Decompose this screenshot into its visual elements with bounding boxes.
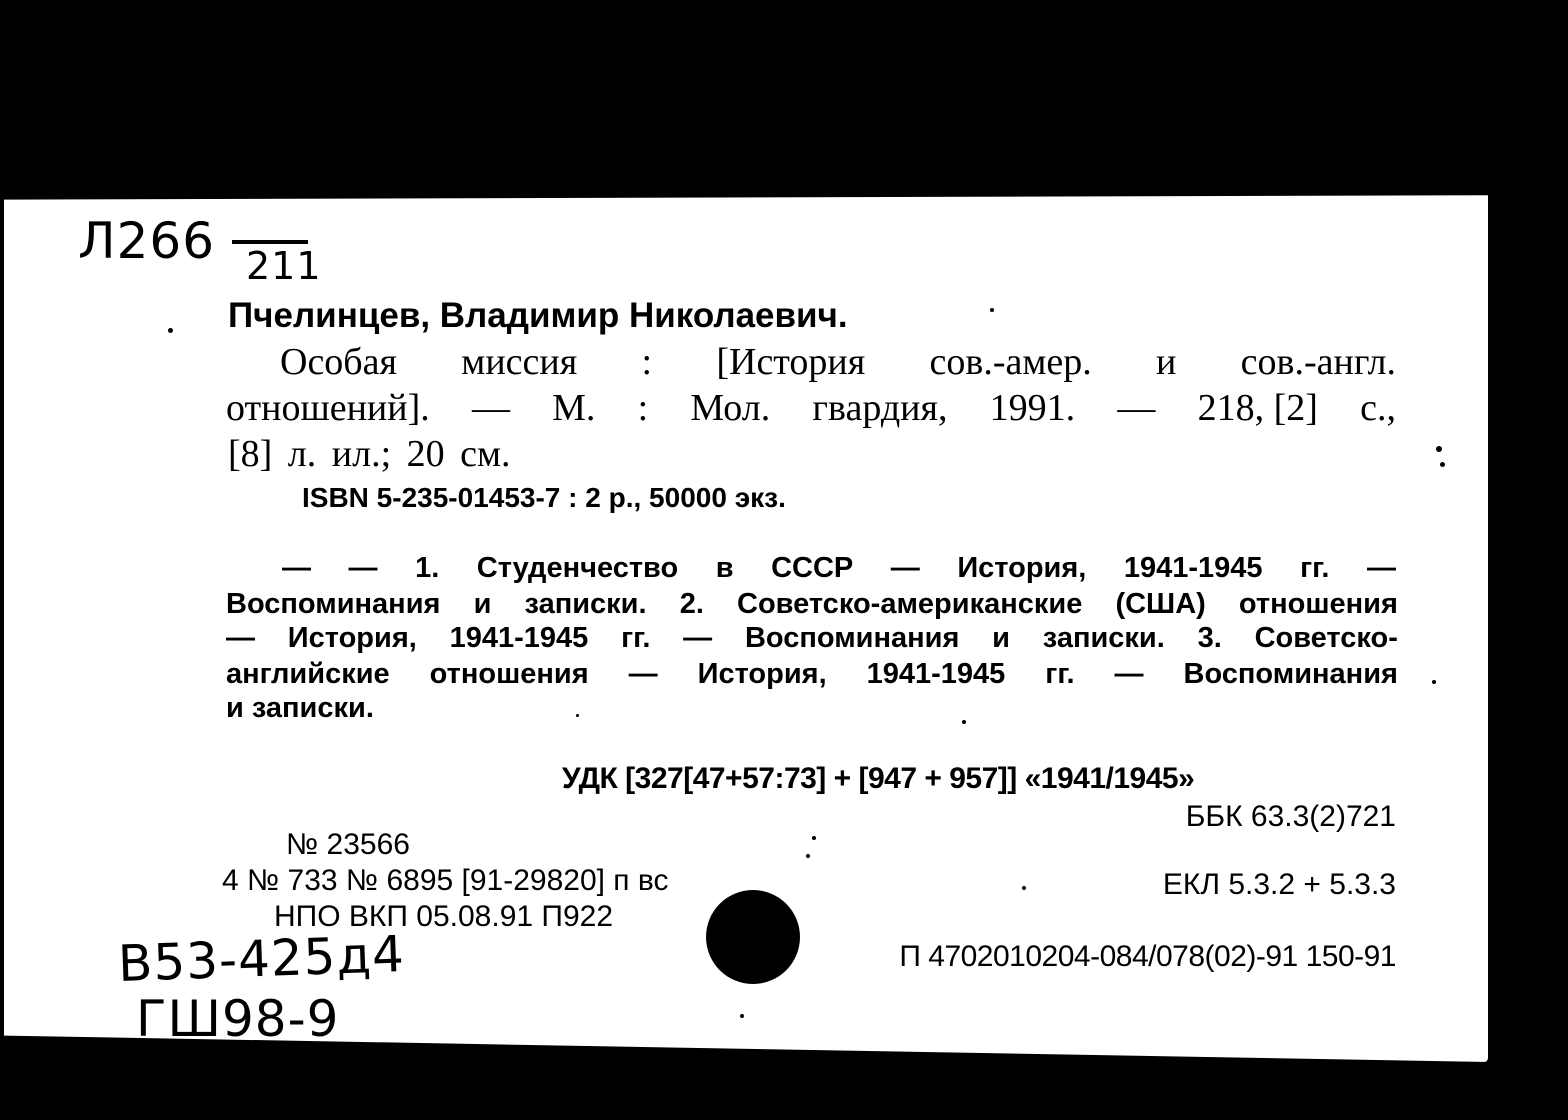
word: отношений]. bbox=[226, 387, 430, 429]
word: сов.-англ. bbox=[1240, 341, 1396, 383]
word: История, bbox=[957, 552, 1087, 584]
word: гг. bbox=[1045, 658, 1075, 690]
word: — bbox=[628, 658, 658, 690]
word: (США) bbox=[1115, 588, 1206, 620]
word: — bbox=[683, 622, 713, 654]
speck bbox=[962, 720, 966, 724]
title-line-1 bbox=[280, 340, 1396, 384]
word: гвардия, bbox=[812, 387, 948, 429]
word: — bbox=[348, 552, 378, 584]
speck bbox=[1022, 886, 1026, 890]
subjects-line-3 bbox=[226, 622, 1398, 655]
word: — bbox=[1366, 552, 1396, 584]
word: — bbox=[1117, 387, 1156, 429]
word: 1941-1945 bbox=[1123, 552, 1263, 584]
speck bbox=[1436, 446, 1442, 452]
word: и bbox=[473, 588, 492, 620]
word: История, bbox=[287, 622, 417, 654]
word: отношения bbox=[429, 658, 589, 690]
word: отношения bbox=[1238, 588, 1398, 620]
word: сов.-амер. bbox=[929, 341, 1092, 383]
bbk-code: ББК 63.3(2)721 bbox=[1185, 800, 1396, 833]
handwritten-fraction: 211 bbox=[246, 244, 322, 288]
title-line-3: [8] л. ил.; 20 см. bbox=[228, 433, 511, 475]
speck bbox=[168, 328, 173, 333]
word: [История bbox=[716, 341, 866, 383]
speck bbox=[740, 1014, 744, 1018]
speck bbox=[1432, 680, 1436, 684]
word: 2. bbox=[679, 588, 704, 620]
word: М. bbox=[552, 387, 596, 429]
word: История, bbox=[697, 658, 827, 690]
word: : bbox=[641, 341, 653, 383]
word: Воспоминания bbox=[226, 588, 441, 620]
word: гг. bbox=[1300, 552, 1330, 584]
word: записки. bbox=[524, 588, 647, 620]
word: Воспоминания bbox=[744, 622, 960, 654]
order-line: 4 № 733 № 6895 [91-29820] п вс bbox=[222, 864, 669, 897]
subjects-line-4 bbox=[226, 658, 1398, 691]
title-line-2 bbox=[226, 386, 1396, 430]
word: Советско-американские bbox=[737, 588, 1083, 620]
npo-line: НПО ВКП 05.08.91 П922 bbox=[274, 900, 614, 933]
speck bbox=[990, 308, 994, 312]
word: Особая bbox=[280, 341, 397, 383]
p-code: П 4702010204-084/078(02)-91 150-91 bbox=[899, 940, 1396, 973]
word: английские bbox=[226, 658, 390, 690]
speck bbox=[1440, 462, 1445, 467]
udk-code: УДК [327[47+57:73] + [947 + 957]] «1941/1945» bbox=[562, 762, 1195, 795]
word: 1941-1945 bbox=[449, 622, 589, 654]
word: гг. bbox=[621, 622, 651, 654]
author-heading: Пчелинцев, Владимир Николаевич. bbox=[228, 296, 848, 335]
word: Воспоминания bbox=[1183, 658, 1398, 690]
speck bbox=[576, 714, 579, 717]
word: : bbox=[637, 387, 649, 429]
word: с., bbox=[1360, 387, 1396, 429]
word: 1. bbox=[415, 552, 440, 584]
word: Студенчество bbox=[476, 552, 679, 584]
word: и bbox=[992, 622, 1010, 654]
word: — bbox=[226, 622, 255, 654]
speck bbox=[806, 854, 810, 858]
word: миссия bbox=[461, 341, 578, 383]
word: — bbox=[1114, 658, 1144, 690]
word: — bbox=[471, 387, 510, 429]
subjects-line-1 bbox=[282, 552, 1396, 585]
handwritten-note-2: ГШ98-9 bbox=[136, 990, 340, 1048]
word: и bbox=[1156, 341, 1177, 383]
ekl-code: ЕКЛ 5.3.2 + 5.3.3 bbox=[1162, 868, 1396, 901]
word: записки. bbox=[1042, 622, 1165, 654]
word: 3. bbox=[1197, 622, 1222, 654]
card-number: № 23566 bbox=[286, 828, 410, 861]
word: 1941-1945 bbox=[866, 658, 1006, 690]
word: — bbox=[890, 552, 920, 584]
word: Мол. bbox=[690, 387, 771, 429]
word: Советско- bbox=[1254, 622, 1398, 654]
handwritten-call-number: Л266 bbox=[78, 212, 216, 270]
speck bbox=[812, 836, 816, 840]
word: СССР bbox=[771, 552, 854, 584]
isbn-line: ISBN 5-235-01453-7 : 2 р., 50000 экз. bbox=[302, 482, 786, 513]
subjects-line-2 bbox=[226, 588, 1398, 621]
punch-hole bbox=[706, 890, 800, 984]
word: — bbox=[282, 552, 311, 584]
word: в bbox=[715, 552, 734, 584]
word: 1991. bbox=[989, 387, 1076, 429]
word: 218, [2] bbox=[1197, 387, 1318, 429]
subjects-line-5: и записки. bbox=[226, 692, 374, 724]
handwritten-note-1: В53-425д4 bbox=[117, 925, 406, 993]
